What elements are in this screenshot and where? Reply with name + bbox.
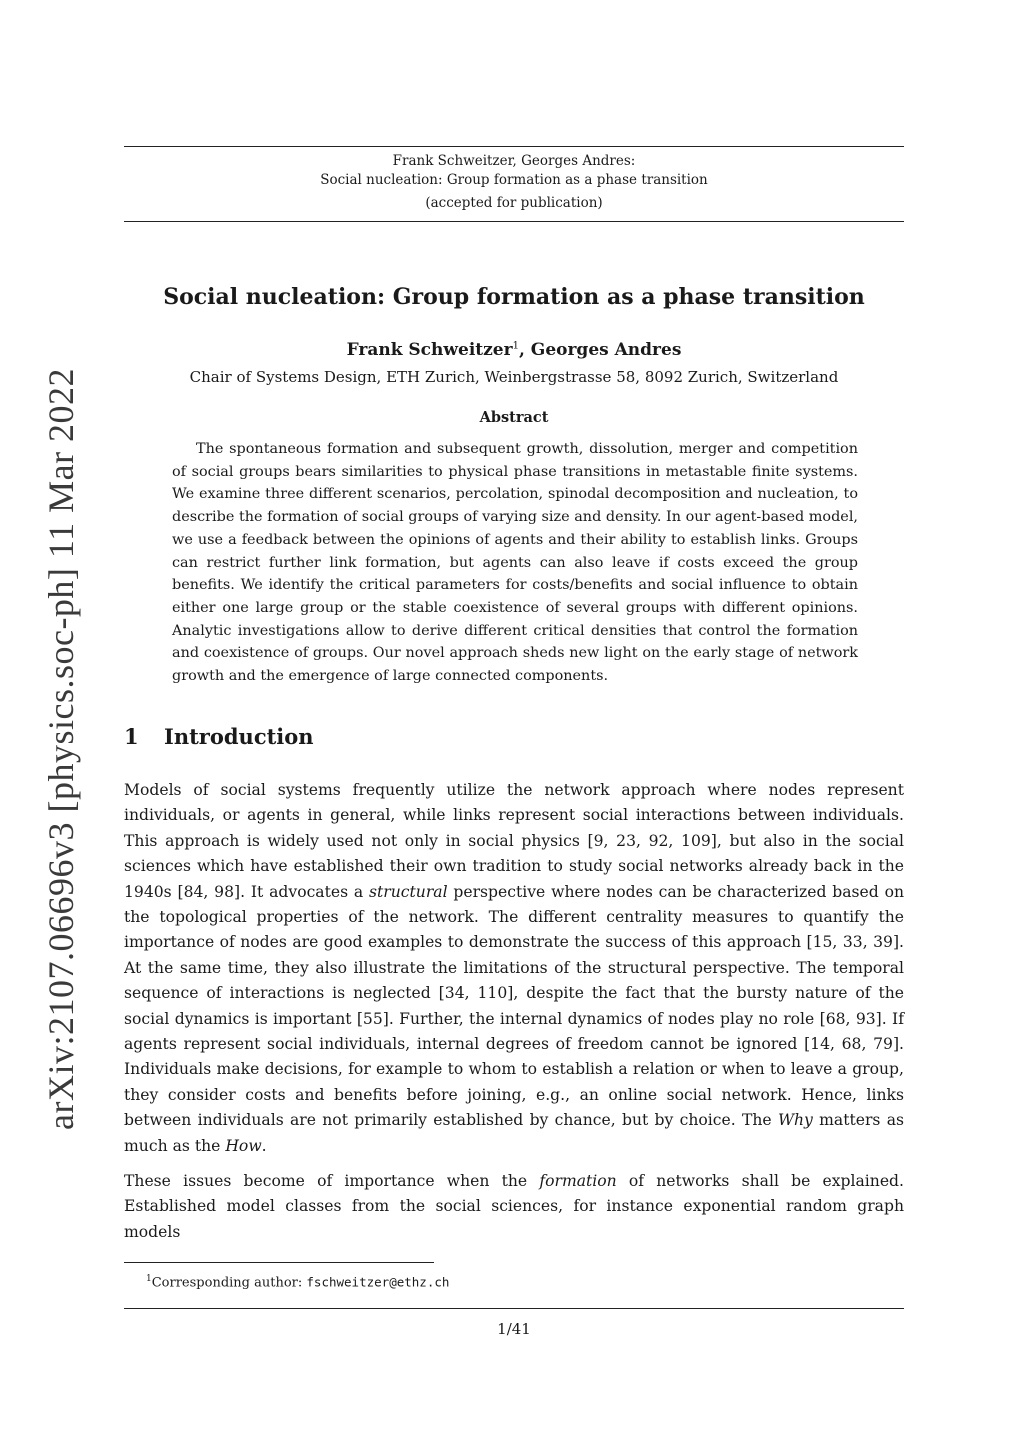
footnote-rule (124, 1262, 434, 1263)
footer-rule (124, 1308, 904, 1309)
section-number: 1 (124, 724, 139, 749)
section-title: Introduction (164, 724, 314, 749)
introduction-paragraph-1 (124, 778, 904, 1159)
emphasis-why: Why (777, 1111, 813, 1130)
running-header (124, 150, 904, 214)
footnote-mark: 1 (146, 1274, 152, 1284)
author-list (124, 340, 904, 360)
running-header-authors: Frank Schweitzer, Georges Andres: (392, 153, 636, 169)
header-bottom-rule (124, 221, 904, 222)
emphasis-formation: formation (539, 1172, 617, 1190)
page-number: 1/41 (497, 1320, 531, 1338)
author-separator: , (518, 340, 531, 360)
paragraph-text: Models of social systems frequently utilize the network approach where nodes represent individuals, or agents in general, while links represent social interactions between individuals. This approach is widely used not only in social physics [9, 23, 92, 109], but also in the social sciences which have established their own tradition to study social networks already back in the 1940s [84, 98]. It advocates a (124, 781, 904, 901)
section-heading-introduction (124, 724, 314, 749)
paragraph-text: of networks shall be explained. Established model classes from the social sciences, for instance exponential random graph models (124, 1172, 904, 1241)
emphasis-how: How (225, 1136, 262, 1155)
running-header-status: (accepted for publication) (425, 195, 603, 211)
paper-title: Social nucleation: Group formation as a phase transition (163, 284, 865, 310)
paragraph-text: . (261, 1136, 267, 1155)
running-header-title: Social nucleation: Group formation as a phase transition (320, 172, 708, 188)
author-footnote-mark[interactable]: 1 (512, 340, 519, 352)
arxiv-identifier-stamp: arXiv:2107.06696v3 [physics.soc-ph] 11 Mar 2022 (41, 367, 81, 1130)
author-andres: Georges Andres (530, 340, 682, 360)
footnote-label: Corresponding author: (151, 1275, 307, 1291)
footnote (146, 1274, 449, 1290)
abstract-body: The spontaneous formation and subsequent growth, dissolution, merger and competition of social groups bears similarities to physical phase transitions in metastable finite systems. We examine three different scenarios, percolation, spinodal decomposition and nucleation, to describe the formation of social groups of varying size and density. In our agent-based model, we use a feedback between the opinions of agents and their ability to establish links. Groups can restrict further link formation, but agents can also leave if costs exceed the group benefits. We identify the critical parameters for costs/benefits and social influence to obtain either one large group or the stable coexistence of several groups with different opinions. Analytic investigations allow to derive different critical densities that control the formation and coexistence of groups. Our novel approach sheds new light on the early stage of network growth and the emergence of large connected components. (172, 441, 858, 685)
emphasis-structural: structural (369, 882, 448, 901)
introduction-paragraph-2 (124, 1169, 904, 1245)
paragraph-text: matters as much as the (124, 1111, 904, 1155)
header-top-rule (124, 146, 904, 147)
affiliation: Chair of Systems Design, ETH Zurich, Weinbergstrasse 58, 8092 Zurich, Switzerland (189, 368, 839, 386)
corresponding-email-link[interactable]: fschweitzer@ethz.ch (306, 1274, 450, 1290)
paragraph-text: These issues become of importance when the (124, 1172, 540, 1190)
abstract-heading: Abstract (479, 409, 549, 426)
paragraph-text: perspective where nodes can be characterized based on the topological properties of the network. The different centrality measures to quantify the importance of nodes are good examples to demonstrate the success of this approach [15, 33, 39]. At the same time, they also illustrate the limitations of the structural perspective. The temporal sequence of interactions is neglected [34, 110], despite the fact that the bursty nature of the social dynamics is important [55]. Further, the internal dynamics of nodes play no role [68, 93]. If agents represent social individuals, internal degrees of freedom cannot be ignored [14, 68, 79]. Individuals make decisions, for example to whom to establish a relation or when to leave a group, they consider costs and benefits before joining, e.g., an online social network. Hence, links between individuals are not primarily established by chance, but by choice. The (124, 882, 904, 1130)
author-schweitzer: Frank Schweitzer (346, 340, 513, 360)
